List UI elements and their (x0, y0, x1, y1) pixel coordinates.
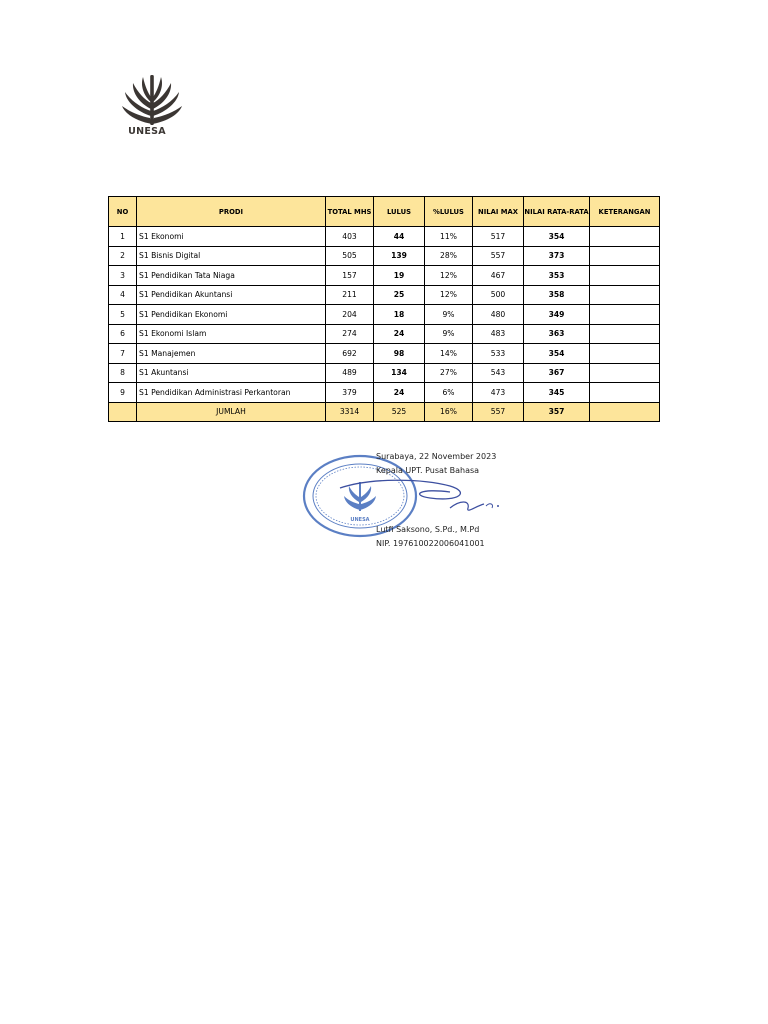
cell-prodi: S1 Pendidikan Administrasi Perkantoran (137, 383, 326, 403)
cell-no: 9 (109, 383, 137, 403)
cell-nilai-max: 517 (473, 227, 524, 247)
total-nilai-rata-rata: 357 (524, 402, 590, 422)
cell-keterangan (590, 324, 660, 344)
cell-lulus: 134 (374, 363, 425, 383)
cell-nilai-max: 500 (473, 285, 524, 305)
cell-pct-lulus: 27% (425, 363, 473, 383)
total-keterangan (590, 402, 660, 422)
cell-pct-lulus: 9% (425, 324, 473, 344)
cell-pct-lulus: 11% (425, 227, 473, 247)
cell-pct-lulus: 28% (425, 246, 473, 266)
total-row (109, 402, 660, 422)
table-row (109, 246, 660, 266)
total-lulus: 525 (374, 402, 425, 422)
header-keterangan: KETERANGAN (590, 197, 660, 227)
cell-prodi: S1 Pendidikan Tata Niaga (137, 266, 326, 286)
cell-nilai-rata-rata: 373 (524, 246, 590, 266)
cell-nilai-rata-rata: 367 (524, 363, 590, 383)
table-row (109, 285, 660, 305)
table-row (109, 363, 660, 383)
cell-keterangan (590, 383, 660, 403)
total-pct-lulus: 16% (425, 402, 473, 422)
header-lulus: LULUS (374, 197, 425, 227)
header-nilai-max: NILAI MAX (473, 197, 524, 227)
cell-no: 2 (109, 246, 137, 266)
cell-total-mhs: 692 (326, 344, 374, 364)
signature-position: Kepala UPT. Pusat Bahasa (376, 466, 480, 475)
total-label: JUMLAH (137, 402, 326, 422)
table-row (109, 227, 660, 247)
cell-total-mhs: 211 (326, 285, 374, 305)
cell-keterangan (590, 227, 660, 247)
cell-keterangan (590, 266, 660, 286)
cell-total-mhs: 403 (326, 227, 374, 247)
cell-total-mhs: 489 (326, 363, 374, 383)
svg-text:UNESA: UNESA (350, 517, 370, 523)
cell-lulus: 18 (374, 305, 425, 325)
cell-no: 4 (109, 285, 137, 305)
cell-no: 5 (109, 305, 137, 325)
total-mhs: 3314 (326, 402, 374, 422)
cell-lulus: 44 (374, 227, 425, 247)
graduation-table (108, 196, 660, 422)
cell-nilai-max: 557 (473, 246, 524, 266)
table-header-row (109, 197, 660, 227)
signature-name: Lutfi Saksono, S.Pd., M.Pd (376, 525, 480, 534)
cell-nilai-rata-rata: 349 (524, 305, 590, 325)
cell-lulus: 24 (374, 383, 425, 403)
cell-no: 1 (109, 227, 137, 247)
cell-keterangan (590, 285, 660, 305)
cell-pct-lulus: 14% (425, 344, 473, 364)
cell-total-mhs: 204 (326, 305, 374, 325)
table-row (109, 305, 660, 325)
signature-nip: NIP. 197610022006041001 (376, 539, 485, 548)
logo-text: UNESA (128, 126, 166, 137)
cell-lulus: 19 (374, 266, 425, 286)
cell-total-mhs: 274 (326, 324, 374, 344)
cell-pct-lulus: 12% (425, 266, 473, 286)
cell-prodi: S1 Ekonomi (137, 227, 326, 247)
cell-keterangan (590, 344, 660, 364)
cell-lulus: 98 (374, 344, 425, 364)
cell-pct-lulus: 12% (425, 285, 473, 305)
cell-no: 6 (109, 324, 137, 344)
cell-nilai-rata-rata: 354 (524, 344, 590, 364)
cell-nilai-max: 533 (473, 344, 524, 364)
cell-nilai-max: 483 (473, 324, 524, 344)
cell-nilai-rata-rata: 363 (524, 324, 590, 344)
cell-no: 7 (109, 344, 137, 364)
cell-total-mhs: 505 (326, 246, 374, 266)
cell-pct-lulus: 6% (425, 383, 473, 403)
cell-prodi: S1 Akuntansi (137, 363, 326, 383)
cell-nilai-max: 543 (473, 363, 524, 383)
unesa-logo (116, 72, 188, 142)
cell-nilai-max: 480 (473, 305, 524, 325)
cell-no: 3 (109, 266, 137, 286)
cell-prodi: S1 Pendidikan Ekonomi (137, 305, 326, 325)
header-pct-lulus: %LULUS (425, 197, 473, 227)
header-nilai-rata-rata: NILAI RATA-RATA (524, 197, 590, 227)
cell-prodi: S1 Pendidikan Akuntansi (137, 285, 326, 305)
cell-total-mhs: 157 (326, 266, 374, 286)
total-nilai-max: 557 (473, 402, 524, 422)
table-row (109, 266, 660, 286)
cell-keterangan (590, 363, 660, 383)
table-row (109, 344, 660, 364)
cell-keterangan (590, 305, 660, 325)
cell-nilai-max: 467 (473, 266, 524, 286)
cell-nilai-rata-rata: 358 (524, 285, 590, 305)
table-row (109, 383, 660, 403)
unesa-emblem-icon (116, 72, 188, 128)
total-no-cell (109, 402, 137, 422)
signature-place-date: Surabaya, 22 November 2023 (376, 452, 497, 461)
cell-lulus: 24 (374, 324, 425, 344)
cell-nilai-rata-rata: 345 (524, 383, 590, 403)
cell-nilai-rata-rata: 353 (524, 266, 590, 286)
cell-total-mhs: 379 (326, 383, 374, 403)
cell-lulus: 139 (374, 246, 425, 266)
cell-nilai-max: 473 (473, 383, 524, 403)
header-total-mhs: TOTAL MHS (326, 197, 374, 227)
cell-pct-lulus: 9% (425, 305, 473, 325)
cell-prodi: S1 Bisnis Digital (137, 246, 326, 266)
table-row (109, 324, 660, 344)
cell-prodi: S1 Manajemen (137, 344, 326, 364)
cell-nilai-rata-rata: 354 (524, 227, 590, 247)
cell-keterangan (590, 246, 660, 266)
cell-no: 8 (109, 363, 137, 383)
header-prodi: PRODI (137, 197, 326, 227)
cell-lulus: 25 (374, 285, 425, 305)
cell-prodi: S1 Ekonomi Islam (137, 324, 326, 344)
header-no: NO (109, 197, 137, 227)
